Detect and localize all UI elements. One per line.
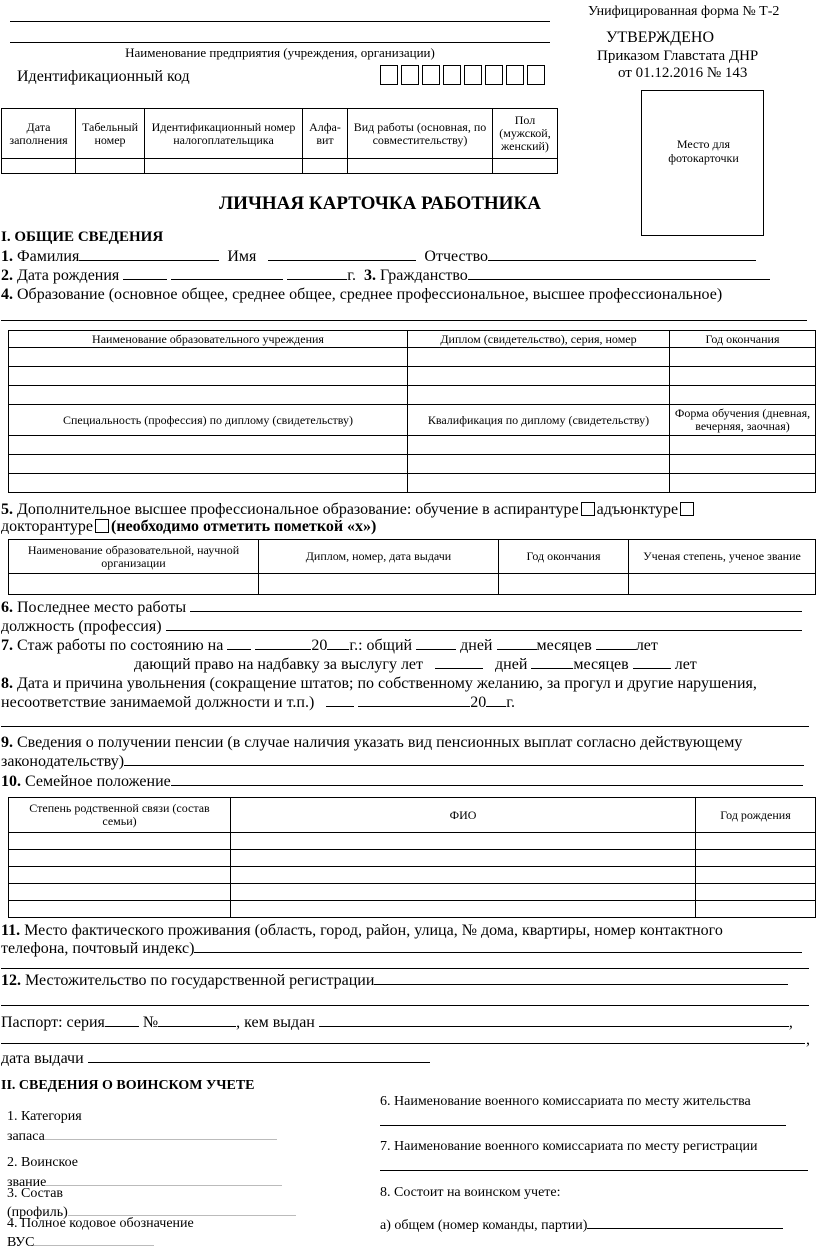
col-gender: Пол (мужской, женский) xyxy=(493,109,558,159)
header-info-table xyxy=(1,108,558,174)
row-issue-date: дата выдачи xyxy=(1,1048,430,1068)
postgrad-table xyxy=(8,539,816,595)
exp-total-months[interactable] xyxy=(497,635,537,650)
row-education: 4. Образование (основное общее, среднее общее, среднее профессиональное, высшее профессиональное) xyxy=(1,286,723,303)
row-vus: ВУС xyxy=(7,1231,154,1251)
last-job-field[interactable] xyxy=(190,597,802,612)
row-military-rank: звание xyxy=(7,1171,282,1191)
table-row[interactable] xyxy=(9,367,816,386)
row-passport: Паспорт: серия № , кем выдан , xyxy=(1,1014,793,1031)
org-name-caption: Наименование предприятия (учреждения, организации) xyxy=(125,45,435,60)
actual-residence-line[interactable] xyxy=(1,968,809,969)
commissariat-residence-label: 6. Наименование военного комиссариата по месту жительства xyxy=(380,1094,751,1109)
org-name-line-1[interactable] xyxy=(10,21,550,22)
table-row[interactable] xyxy=(9,348,816,367)
composition-label: 3. Состав xyxy=(7,1186,64,1201)
issue-date-field[interactable] xyxy=(88,1048,430,1063)
table-row[interactable] xyxy=(9,850,816,867)
adjunct-checkbox[interactable] xyxy=(680,502,694,516)
commissariat-registration-label: 7. Наименование военного комиссариата по месту регистрации xyxy=(380,1139,758,1154)
table-row[interactable] xyxy=(9,901,816,918)
row-actual-residence: 11. Место фактического проживания (область, город, район, улица, № дома, квартиры, номер контактного xyxy=(1,922,723,939)
row-dismissal-2: несоответствие занимаемой должности и т.п.) 20 г. xyxy=(1,694,516,711)
passport-comma: , xyxy=(806,1031,810,1048)
col-fill-date: Дата заполнения xyxy=(2,109,76,159)
row-general-registration: а) общем (номер команды, партии) xyxy=(380,1214,783,1234)
pg-col-year: Год окончания xyxy=(499,540,629,574)
military-registration-label: 8. Состоит на воинском учете: xyxy=(380,1185,561,1200)
row-registered-residence: 12. Местожительство по государственной регистрации xyxy=(1,970,788,990)
dismissal-year-field[interactable] xyxy=(486,692,506,707)
row-actual-residence-2: телефона, почтовый индекс) xyxy=(1,938,802,958)
exp-month-field[interactable] xyxy=(255,635,311,650)
postgrad-checkbox[interactable] xyxy=(581,502,595,516)
family-table xyxy=(8,797,816,918)
military-rank-field[interactable] xyxy=(46,1171,282,1186)
table-row[interactable] xyxy=(9,455,816,474)
org-name-line-2[interactable] xyxy=(10,42,550,43)
header-info-input-row[interactable] xyxy=(2,159,558,174)
vus-label: 4. Полное кодовое обозначение xyxy=(7,1216,194,1231)
exp-total-days[interactable] xyxy=(416,635,456,650)
table-row[interactable] xyxy=(9,386,816,405)
table-row[interactable] xyxy=(9,833,816,850)
page-title: ЛИЧНАЯ КАРТОЧКА РАБОТНИКА xyxy=(219,193,541,214)
exp-year-field[interactable] xyxy=(327,635,349,650)
patronymic-field[interactable] xyxy=(488,246,756,261)
citizenship-field[interactable] xyxy=(468,265,770,280)
row-fio: 1. Фамилия Имя Отчество xyxy=(1,246,756,266)
exp-total-years[interactable] xyxy=(596,635,636,650)
edu-col-diploma: Диплом (свидетельство), серия, номер xyxy=(408,331,670,348)
edu-col-specialty: Специальность (профессия) по диплому (свидетельству) xyxy=(9,405,408,436)
passport-series-field[interactable] xyxy=(105,1012,139,1027)
row-composition: (профиль) xyxy=(7,1201,296,1221)
row-pension-2: законодательству) xyxy=(1,751,804,771)
vus-field[interactable] xyxy=(34,1231,154,1246)
order-line-1: Приказом Главстата ДНР xyxy=(597,48,759,64)
col-alphabet: Алфа-вит xyxy=(303,109,348,159)
edu-col-study-form: Форма обучения (дневная, вечерняя, заочная) xyxy=(670,405,816,436)
name-field[interactable] xyxy=(268,246,416,261)
pension-field[interactable] xyxy=(124,751,804,766)
col-tax-id: Идентификационный номер налогоплательщика xyxy=(145,109,303,159)
approved-label: УТВЕРЖДЕНО xyxy=(606,29,715,46)
col-work-type: Вид работы (основная, по совместительству) xyxy=(348,109,493,159)
bonus-years-field[interactable] xyxy=(633,654,671,669)
row-experience: 7. Стаж работы по состоянию на 20 г.: общий дней месяцев лет xyxy=(1,637,658,654)
table-row[interactable] xyxy=(9,474,816,493)
issued-by-line-2[interactable] xyxy=(1,1043,805,1044)
commissariat-registration-line[interactable] xyxy=(380,1170,808,1171)
passport-number-field[interactable] xyxy=(158,1012,236,1027)
commissariat-residence-line[interactable] xyxy=(380,1125,786,1126)
unified-form-label: Унифицированная форма № Т-2 xyxy=(588,4,780,19)
surname-field[interactable] xyxy=(79,246,219,261)
row-doctoral: докторантуре (необходимо отметить пометкой «х») xyxy=(1,518,377,535)
composition-field[interactable] xyxy=(68,1201,296,1216)
row-position: должность (профессия) xyxy=(1,616,802,636)
row-family-status: 10. Семейное положение xyxy=(1,771,803,791)
reserve-category-field[interactable] xyxy=(45,1125,277,1140)
edu-col-qualification: Квалификация по диплому (свидетельству) xyxy=(408,405,670,436)
order-line-2: от 01.12.2016 № 143 xyxy=(618,65,748,81)
table-row[interactable] xyxy=(9,867,816,884)
birth-day-field[interactable] xyxy=(123,265,167,280)
position-field[interactable] xyxy=(166,616,802,631)
edu-col-institution: Наименование образовательного учреждения xyxy=(9,331,408,348)
row-dismissal: 8. Дата и причина увольнения (сокращение штатов; по собственному желанию, за прогул и другие нарушения, xyxy=(1,675,757,692)
registered-residence-field[interactable] xyxy=(374,970,788,985)
row-last-job: 6. Последнее место работы xyxy=(1,597,802,617)
section1-heading: I. ОБЩИЕ СВЕДЕНИЯ xyxy=(1,229,164,245)
edu-col-year: Год окончания xyxy=(670,331,816,348)
military-rank-label: 2. Воинское xyxy=(7,1155,79,1170)
bonus-days-field[interactable] xyxy=(435,654,483,669)
family-col-birth-year: Год рождения xyxy=(696,798,816,833)
birth-year-field[interactable] xyxy=(287,265,347,280)
issued-by-field[interactable] xyxy=(319,1012,789,1027)
registered-residence-line[interactable] xyxy=(1,1005,809,1006)
birth-month-field[interactable] xyxy=(171,265,283,280)
team-number-field[interactable] xyxy=(587,1214,783,1229)
pg-col-diploma: Диплом, номер, дата выдачи xyxy=(259,540,499,574)
family-status-field[interactable] xyxy=(171,771,803,786)
row-bonus-exp: дающий право на надбавку за выслугу лет дней месяцев лет xyxy=(134,656,697,673)
row-pension: 9. Сведения о получении пенсии (в случае наличия указать вид пенсионных выплат согласно действующему xyxy=(1,734,743,751)
actual-residence-field[interactable] xyxy=(194,938,802,953)
exp-day-field[interactable] xyxy=(227,635,251,650)
row-military-reserve: запаса xyxy=(7,1125,277,1145)
family-col-fio: ФИО xyxy=(231,798,696,833)
row-postgrad: 5. Дополнительное высшее профессиональное образование: обучение в аспирантуре адъюнктуре xyxy=(1,500,696,519)
col-personnel-number: Табельный номер xyxy=(76,109,145,159)
bonus-months-field[interactable] xyxy=(531,654,573,669)
table-row[interactable] xyxy=(9,436,816,455)
table-row[interactable] xyxy=(9,884,816,901)
pg-col-degree: Ученая степень, ученое звание xyxy=(629,540,816,574)
photo-placeholder-label: Место для фотокарточки xyxy=(668,137,739,165)
table-row[interactable] xyxy=(9,574,816,595)
education-line[interactable] xyxy=(1,320,807,321)
row-birth-citizenship: 2. Дата рождения г. 3. Гражданство xyxy=(1,265,770,285)
military-category-label: 1. Категория xyxy=(7,1109,82,1124)
dismissal-day-field[interactable] xyxy=(326,692,354,707)
pg-col-organization: Наименование образовательной, научной организации xyxy=(9,540,259,574)
section2-heading: II. СВЕДЕНИЯ О ВОИНСКОМ УЧЕТЕ xyxy=(1,1078,255,1093)
dismissal-month-field[interactable] xyxy=(358,692,470,707)
doctoral-checkbox[interactable] xyxy=(95,519,109,533)
id-code-label: Идентификационный код xyxy=(17,68,190,85)
family-col-relation: Степень родственной связи (состав семьи) xyxy=(9,798,231,833)
education-table xyxy=(8,330,816,493)
dismissal-reason-line[interactable] xyxy=(1,726,809,727)
